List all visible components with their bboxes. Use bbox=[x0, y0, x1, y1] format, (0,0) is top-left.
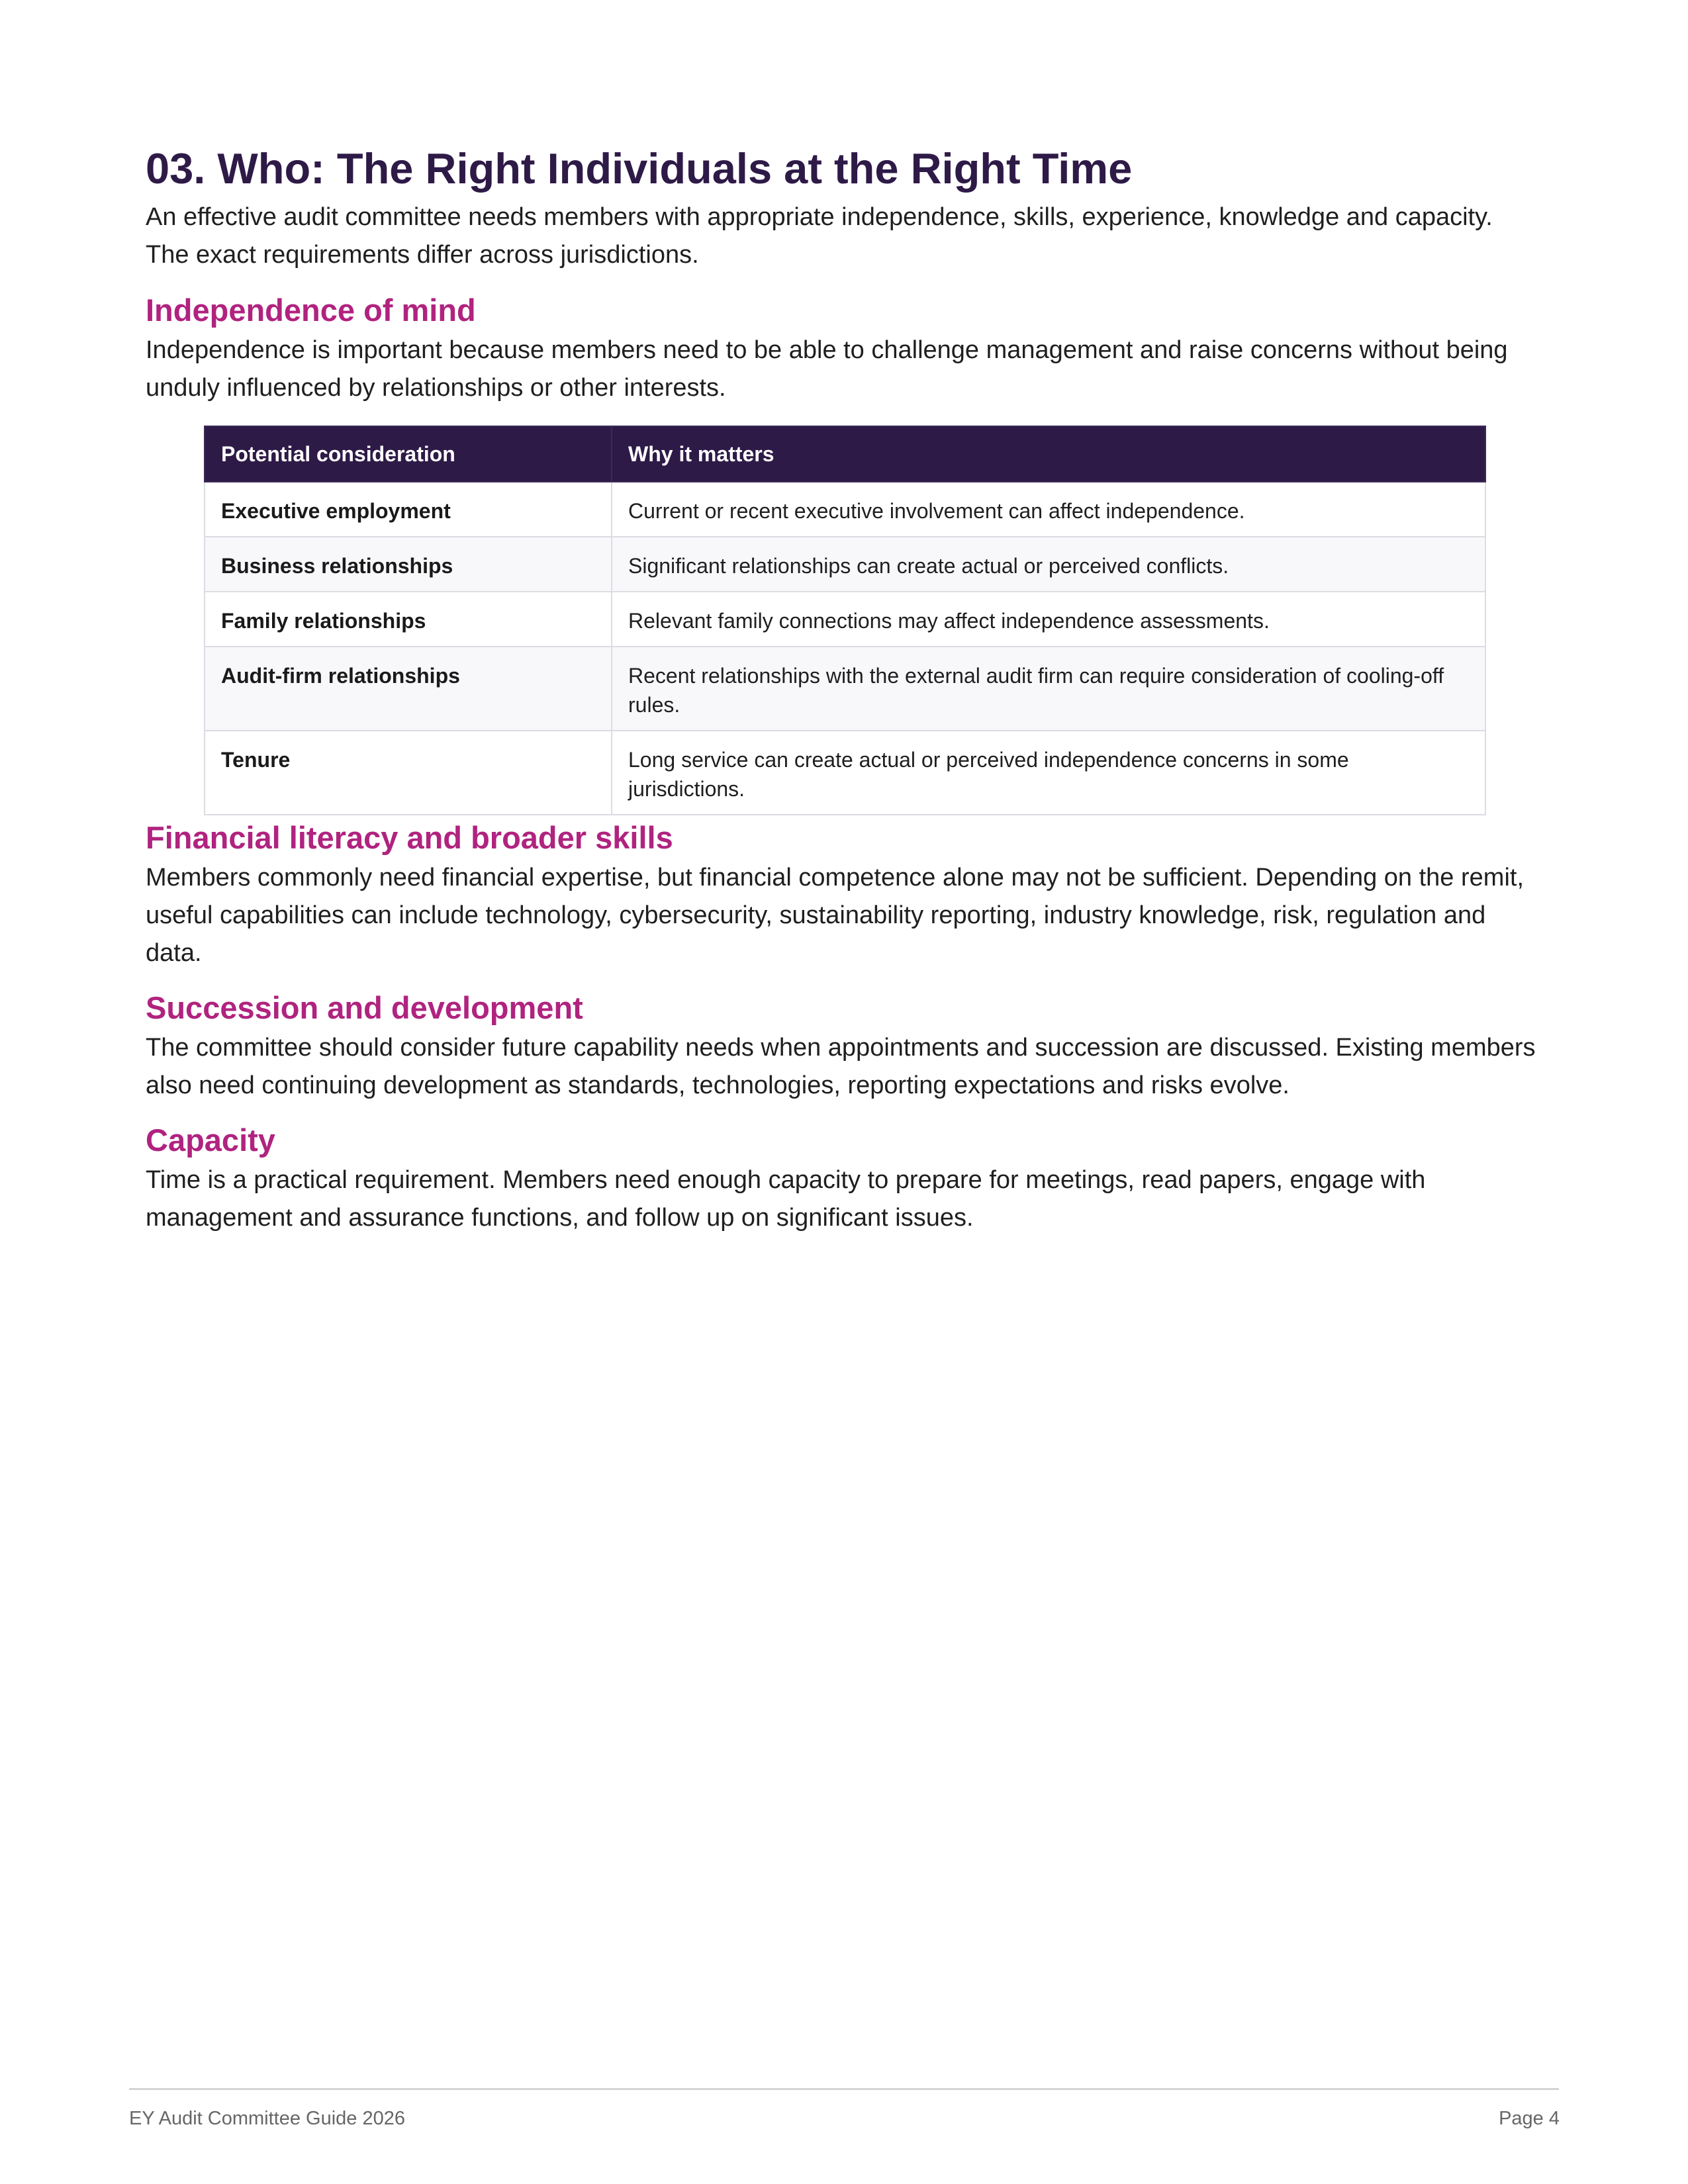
considerations-table bbox=[204, 426, 1486, 815]
footer-document-title: EY Audit Committee Guide 2026 bbox=[129, 2108, 405, 2129]
table-row bbox=[205, 592, 1485, 647]
table-cell-why: Long service can create actual or perceived independence concerns in some jurisdictions. bbox=[612, 731, 1485, 815]
independence-paragraph: Independence is important because members need to be able to challenge management and raise concerns without being unduly influenced by relationships or other interests. bbox=[146, 336, 1508, 402]
section-heading-financial: Financial literacy and broader skills bbox=[146, 820, 673, 855]
table-cell-why: Significant relationships can create actual or perceived conflicts. bbox=[612, 537, 1485, 592]
table-row bbox=[205, 731, 1485, 815]
page-title: 03. Who: The Right Individuals at the Right Time bbox=[146, 144, 1133, 193]
section-heading-succession: Succession and development bbox=[146, 990, 583, 1025]
table-header-consideration: Potential consideration bbox=[205, 426, 612, 482]
intro-paragraph: An effective audit committee needs members with appropriate independence, skills, experience, knowledge and capacity. The exact requirements differ across jurisdictions. bbox=[146, 203, 1493, 269]
financial-paragraph: Members commonly need financial expertise, but financial competence alone may not be sufficient. Depending on the remit, useful capabilities can include technology, cybersecurity, sustainability reporting, industry knowledge, risk, regulation and data. bbox=[146, 864, 1524, 967]
table-row bbox=[205, 482, 1485, 537]
considerations-table-wrapper bbox=[204, 426, 1485, 815]
table-cell-why: Current or recent executive involvement can affect independence. bbox=[612, 482, 1485, 537]
table-cell-consideration: Family relationships bbox=[205, 592, 612, 647]
table-row bbox=[205, 537, 1485, 592]
table-header-why: Why it matters bbox=[612, 426, 1485, 482]
table-cell-why: Recent relationships with the external audit firm can require consideration of cooling-off rules. bbox=[612, 647, 1485, 731]
table-cell-consideration: Audit-firm relationships bbox=[205, 647, 612, 731]
table-cell-consideration: Tenure bbox=[205, 731, 612, 815]
footer-page-number: Page 4 bbox=[1499, 2108, 1560, 2129]
page-content bbox=[146, 139, 1542, 1237]
section-heading-independence: Independence of mind bbox=[146, 293, 476, 328]
table-cell-consideration: Executive employment bbox=[205, 482, 612, 537]
table-row bbox=[205, 647, 1485, 731]
succession-paragraph: The committee should consider future capability needs when appointments and succession are discussed. Existing members also need continuing development as standards, technologies, reporting expectations and risks evolve. bbox=[146, 1034, 1536, 1099]
table-header-row bbox=[205, 426, 1485, 482]
section-heading-capacity: Capacity bbox=[146, 1122, 275, 1158]
table-cell-why: Relevant family connections may affect independence assessments. bbox=[612, 592, 1485, 647]
capacity-paragraph: Time is a practical requirement. Members need enough capacity to prepare for meetings, read papers, engage with management and assurance functions, and follow up on significant issues. bbox=[146, 1166, 1426, 1232]
table-cell-consideration: Business relationships bbox=[205, 537, 612, 592]
footer-divider bbox=[129, 2088, 1559, 2090]
